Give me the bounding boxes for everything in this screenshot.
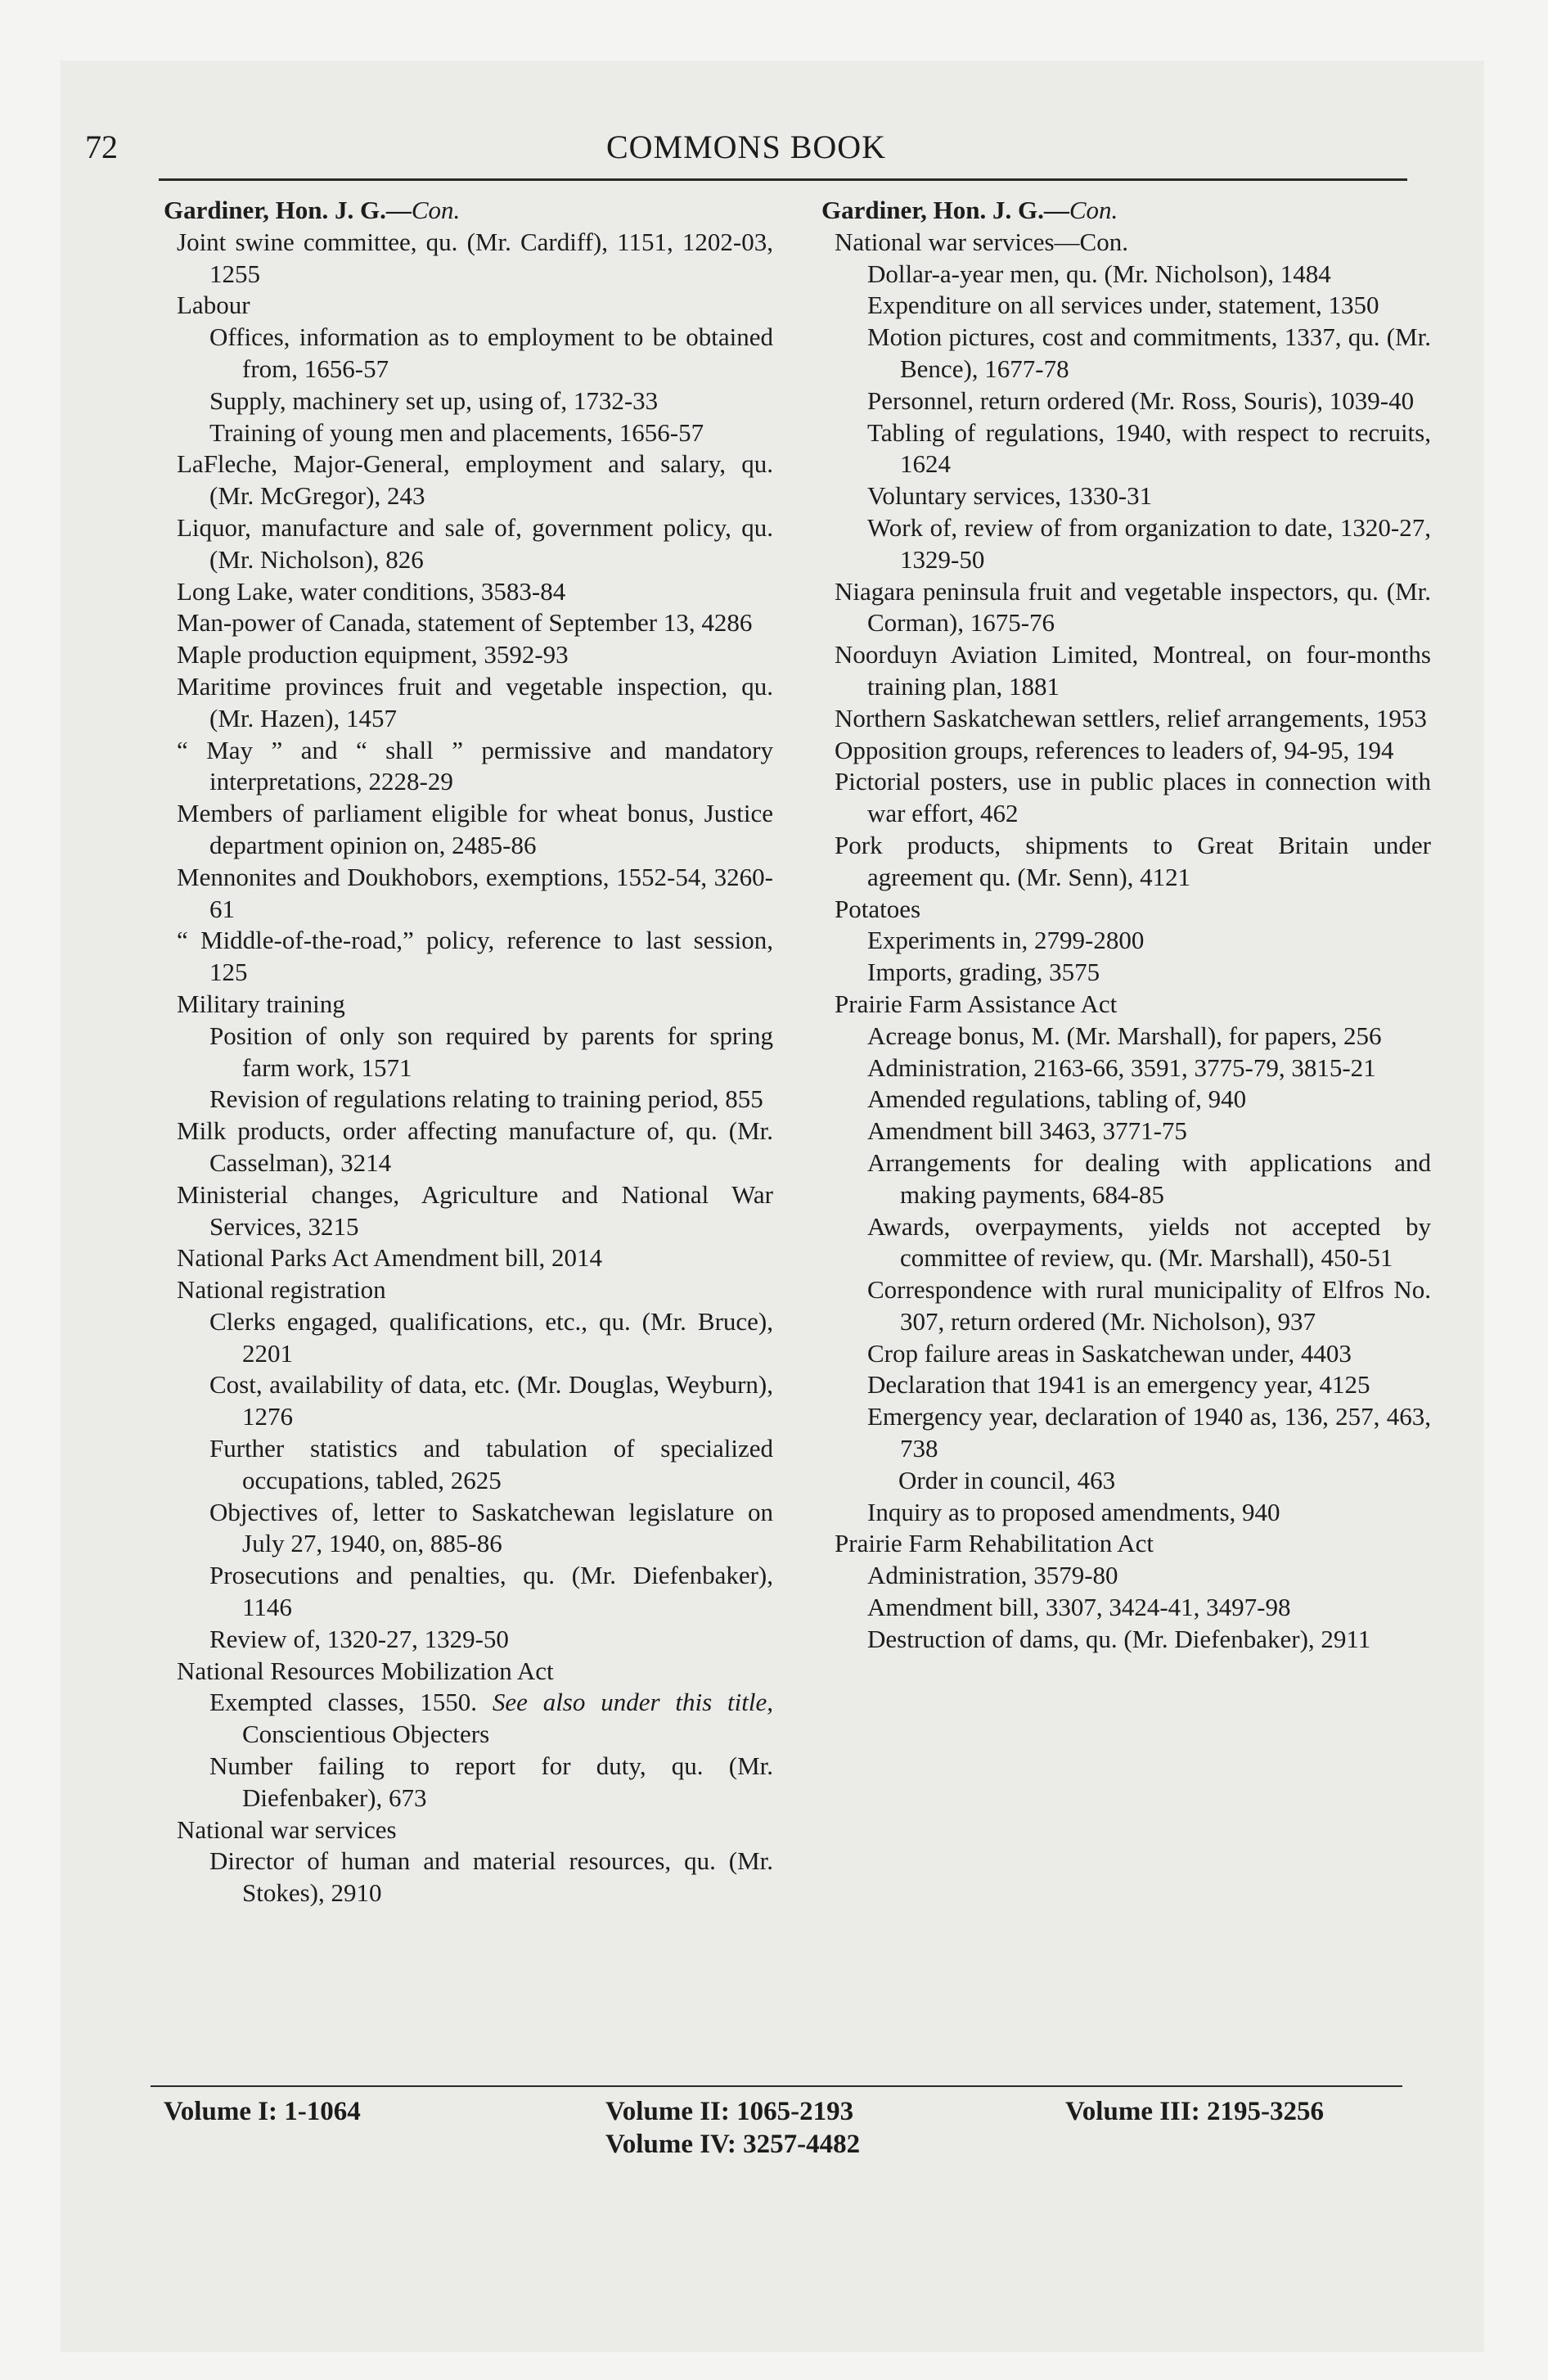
- index-entry: [164, 798, 773, 862]
- index-entry-text: Mennonites and Doukhobors, exemptions, 1552-54, 3260-61: [177, 862, 773, 923]
- page-header: [85, 121, 1407, 178]
- index-entry-text: Offices, information as to employment to be obtained from, 1656-57: [209, 322, 773, 383]
- index-entry: [164, 607, 773, 639]
- index-entry: [164, 449, 773, 512]
- index-entry-text: Supply, machinery set up, using of, 1732-33: [209, 385, 659, 415]
- index-entry-text: Northern Saskatchewan settlers, relief arrangements, 1953: [835, 703, 1427, 732]
- index-entry-text: Potatoes: [835, 894, 921, 923]
- index-entry: [164, 1846, 773, 1909]
- index-entry-text: Tabling of regulations, 1940, with respect to recruits, 1624: [867, 417, 1431, 479]
- index-entry-text: National Resources Mobilization Act: [177, 1656, 554, 1685]
- index-entry-text: Declaration that 1941 is an emergency year, 4125: [867, 1370, 1370, 1400]
- index-entry-text: Amendment bill, 3307, 3424-41, 3497-98: [867, 1593, 1291, 1622]
- index-entry: [164, 671, 773, 735]
- footer-volume-2: Volume II: 1065-2193: [605, 2097, 854, 2126]
- index-entry: [821, 385, 1431, 417]
- index-entry: [821, 417, 1431, 481]
- index-entry: [164, 639, 773, 671]
- index-entry: [164, 925, 773, 989]
- index-entry-text: Personnel, return ordered (Mr. Ross, Souris), 1039-40: [867, 385, 1415, 415]
- index-entry-text: Awards, overpayments, yields not accepted by committee of review, qu. (Mr. Marshall), 450-51: [867, 1211, 1431, 1273]
- index-entry: [821, 1147, 1431, 1211]
- index-entry-text: “ Middle-of-the-road,” policy, reference to last session, 125: [177, 926, 773, 987]
- index-entry-text: Maritime provinces fruit and vegetable inspection, qu. (Mr. Hazen), 1457: [177, 671, 773, 732]
- index-entry-text: Objectives of, letter to Saskatchewan legislature on July 27, 1940, on, 885-86: [209, 1497, 773, 1558]
- index-entry-text: Pictorial posters, use in public places in connection with war effort, 462: [835, 767, 1431, 828]
- index-entry: [164, 1274, 773, 1306]
- index-entry: [164, 1497, 773, 1561]
- index-entry: [164, 1751, 773, 1814]
- index-entry: [164, 417, 773, 449]
- index-entry-text: Crop failure areas in Saskatchewan under, 4403: [867, 1338, 1352, 1368]
- index-entry: [821, 894, 1431, 926]
- index-entry: [164, 290, 773, 322]
- index-entry: [821, 1274, 1431, 1338]
- index-entry: [821, 512, 1431, 576]
- right-column-heading: [821, 195, 1431, 227]
- left-column-heading: [164, 195, 773, 227]
- index-entry: [821, 1338, 1431, 1370]
- index-entry-text: Director of human and material resources, qu. (Mr. Stokes), 2910: [209, 1846, 773, 1908]
- index-entry: [164, 1624, 773, 1656]
- index-entry-text: Military training: [177, 989, 345, 1018]
- index-entry-text: Voluntary services, 1330-31: [867, 481, 1153, 511]
- index-entry-text: Review of, 1320-27, 1329-50: [209, 1624, 509, 1653]
- footer-volume-1: Volume I: 1-1064: [164, 2097, 361, 2126]
- index-entry: [821, 322, 1431, 385]
- index-entry-text: Niagara peninsula fruit and vegetable inspectors, qu. (Mr. Corman), 1675-76: [835, 576, 1431, 638]
- index-entry-text: Members of parliament eligible for wheat bonus, Justice department opinion on, 2485-86: [177, 799, 773, 859]
- index-entry-text: National war services: [177, 1814, 397, 1844]
- index-entry: [821, 259, 1431, 291]
- index-entry-tail: Conscientious Objecters: [242, 1720, 490, 1749]
- page-number: 72: [85, 128, 118, 165]
- index-entry: [821, 1592, 1431, 1624]
- index-entry-text: Emergency year, declaration of 1940 as, 136, 257, 463, 738: [867, 1402, 1431, 1463]
- index-entry-text: Man-power of Canada, statement of September 13, 4286: [177, 608, 753, 638]
- index-entry: [821, 1211, 1431, 1275]
- index-entry-text: Milk products, order affecting manufacture of, qu. (Mr. Casselman), 3214: [177, 1116, 773, 1177]
- index-entry-text: Cost, availability of data, etc. (Mr. Douglas, Weyburn), 1276: [209, 1370, 773, 1431]
- index-entry: [164, 735, 773, 799]
- index-entry-text: Destruction of dams, qu. (Mr. Diefenbaker), 2911: [867, 1624, 1371, 1653]
- right-heading-con: Con.: [1069, 196, 1118, 224]
- index-entry: [164, 1656, 773, 1688]
- index-entry: [821, 989, 1431, 1021]
- index-entry: [821, 925, 1431, 957]
- index-entry-text: Acreage bonus, M. (Mr. Marshall), for papers, 256: [867, 1021, 1382, 1050]
- index-entry-text: Order in council, 463: [898, 1465, 1116, 1494]
- index-entry-text: Noorduyn Aviation Limited, Montreal, on four-months training plan, 1881: [835, 640, 1431, 701]
- index-entry: [821, 830, 1431, 894]
- index-entry-text: Ministerial changes, Agriculture and National War Services, 3215: [177, 1179, 773, 1241]
- index-entry-text: Correspondence with rural municipality of Elfros No. 307, return ordered (Mr. Nicholson), 937: [867, 1275, 1431, 1336]
- index-entry: [821, 227, 1431, 259]
- index-entry: [821, 957, 1431, 989]
- index-entry: [164, 385, 773, 417]
- index-entry: [821, 1084, 1431, 1116]
- index-entry: [164, 1369, 773, 1433]
- index-entry: [821, 290, 1431, 322]
- index-entry: [164, 576, 773, 608]
- left-heading-name: Gardiner, Hon. J. G.—: [164, 196, 412, 224]
- index-entry: [164, 1116, 773, 1179]
- index-entry-text: Arrangements for dealing with applications and making payments, 684-85: [867, 1147, 1431, 1209]
- index-entry: [164, 1084, 773, 1116]
- index-entry-text: Imports, grading, 3575: [867, 958, 1100, 987]
- index-entry: [821, 766, 1431, 830]
- index-entry-text: Position of only son required by parents for spring farm work, 1571: [209, 1021, 773, 1082]
- index-entry: [164, 1306, 773, 1370]
- index-entry-text: “ May ” and “ shall ” permissive and mandatory interpretations, 2228-29: [177, 735, 773, 796]
- index-entry: [821, 480, 1431, 512]
- index-entry-text: Prairie Farm Assistance Act: [835, 989, 1118, 1018]
- index-entry: [821, 639, 1431, 703]
- header-rule: [159, 178, 1407, 181]
- left-heading-con: Con.: [411, 196, 461, 224]
- index-entry-text: National Parks Act Amendment bill, 2014: [177, 1243, 603, 1273]
- footer-rule: [151, 2085, 1402, 2087]
- index-entry-text: Prosecutions and penalties, qu. (Mr. Diefenbaker), 1146: [209, 1561, 773, 1622]
- index-entry-text: National war services—Con.: [835, 227, 1128, 256]
- index-entry: [821, 1465, 1431, 1497]
- index-entry-text: Pork products, shipments to Great Britain under agreement qu. (Mr. Senn), 4121: [835, 830, 1431, 891]
- index-entry: [821, 1497, 1431, 1529]
- index-entry: [821, 1053, 1431, 1084]
- left-column: [164, 195, 773, 1909]
- index-entry: [164, 512, 773, 576]
- index-entry-text: LaFleche, Major-General, employment and salary, qu. (Mr. McGregor), 243: [177, 449, 773, 511]
- footer-volume-3: Volume III: 2195-3256: [1065, 2097, 1324, 2126]
- index-entry-text: Opposition groups, references to leaders of, 94-95, 194: [835, 735, 1394, 764]
- footer-volume-4: Volume IV: 3257-4482: [605, 2130, 861, 2159]
- index-entry: [821, 735, 1431, 767]
- index-entry-text: Amended regulations, tabling of, 940: [867, 1084, 1247, 1114]
- right-column: [821, 195, 1431, 1656]
- index-entry-text: Exempted classes, 1550.: [209, 1688, 493, 1717]
- index-entry: [164, 1179, 773, 1243]
- index-entry-text: Experiments in, 2799-2800: [867, 926, 1145, 955]
- index-entry: [821, 1560, 1431, 1592]
- index-entry-text: Further statistics and tabulation of specialized occupations, tabled, 2625: [209, 1434, 773, 1494]
- index-entry-text: National registration: [177, 1275, 386, 1305]
- index-entry-text: Inquiry as to proposed amendments, 940: [867, 1497, 1280, 1526]
- index-entry: [164, 1242, 773, 1274]
- index-entry-text: Number failing to report for duty, qu. (Mr. Diefenbaker), 673: [209, 1751, 773, 1812]
- right-heading-name: Gardiner, Hon. J. G.—: [821, 196, 1069, 224]
- index-entry: [164, 227, 773, 291]
- index-entry: [821, 1624, 1431, 1656]
- index-entry-text: Revision of regulations relating to training period, 855: [209, 1084, 763, 1114]
- index-entry-text: Training of young men and placements, 1656-57: [209, 417, 704, 447]
- index-entry-text: Joint swine committee, qu. (Mr. Cardiff), 1151, 1202-03, 1255: [177, 227, 773, 288]
- index-entry: [164, 862, 773, 926]
- index-entry-text: Work of, review of from organization to date, 1320-27, 1329-50: [867, 512, 1431, 574]
- index-entry: [164, 1433, 773, 1497]
- index-entry-text: Prairie Farm Rehabilitation Act: [835, 1529, 1154, 1558]
- index-entry-text: Labour: [177, 291, 250, 320]
- index-entry: [164, 1687, 773, 1751]
- index-entry-text: Expenditure on all services under, statement, 1350: [867, 291, 1379, 320]
- index-entry: [164, 322, 773, 385]
- index-entry-text: Dollar-a-year men, qu. (Mr. Nicholson), 1484: [867, 259, 1331, 288]
- running-title: COMMONS BOOK: [605, 128, 887, 165]
- index-entry-text: Liquor, manufacture and sale of, government policy, qu. (Mr. Nicholson), 826: [177, 512, 773, 574]
- index-entry: [821, 576, 1431, 640]
- index-entry: [821, 1528, 1431, 1560]
- index-entry: [164, 1814, 773, 1846]
- index-entry-text: Clerks engaged, qualifications, etc., qu. (Mr. Bruce), 2201: [209, 1306, 773, 1368]
- index-entry: [164, 1560, 773, 1624]
- index-entry-text: Amendment bill 3463, 3771-75: [867, 1116, 1187, 1146]
- index-entry-text: Long Lake, water conditions, 3583-84: [177, 576, 566, 606]
- index-entry: [821, 1116, 1431, 1147]
- index-entry-text: Motion pictures, cost and commitments, 1337, qu. (Mr. Bence), 1677-78: [867, 322, 1431, 383]
- index-entry: [821, 703, 1431, 735]
- footer-volume-2-4: [605, 2095, 860, 2161]
- index-entry-text: Administration, 2163-66, 3591, 3775-79, 3815-21: [867, 1053, 1376, 1082]
- index-entry: [821, 1401, 1431, 1465]
- index-entry-text: Maple production equipment, 3592-93: [177, 640, 569, 669]
- index-entry-see-also: See also under this title,: [492, 1688, 773, 1717]
- index-entry-text: Administration, 3579-80: [867, 1561, 1118, 1590]
- index-entry: [164, 1021, 773, 1084]
- index-entry: [821, 1369, 1431, 1401]
- index-entry: [164, 989, 773, 1021]
- index-entry: [821, 1021, 1431, 1053]
